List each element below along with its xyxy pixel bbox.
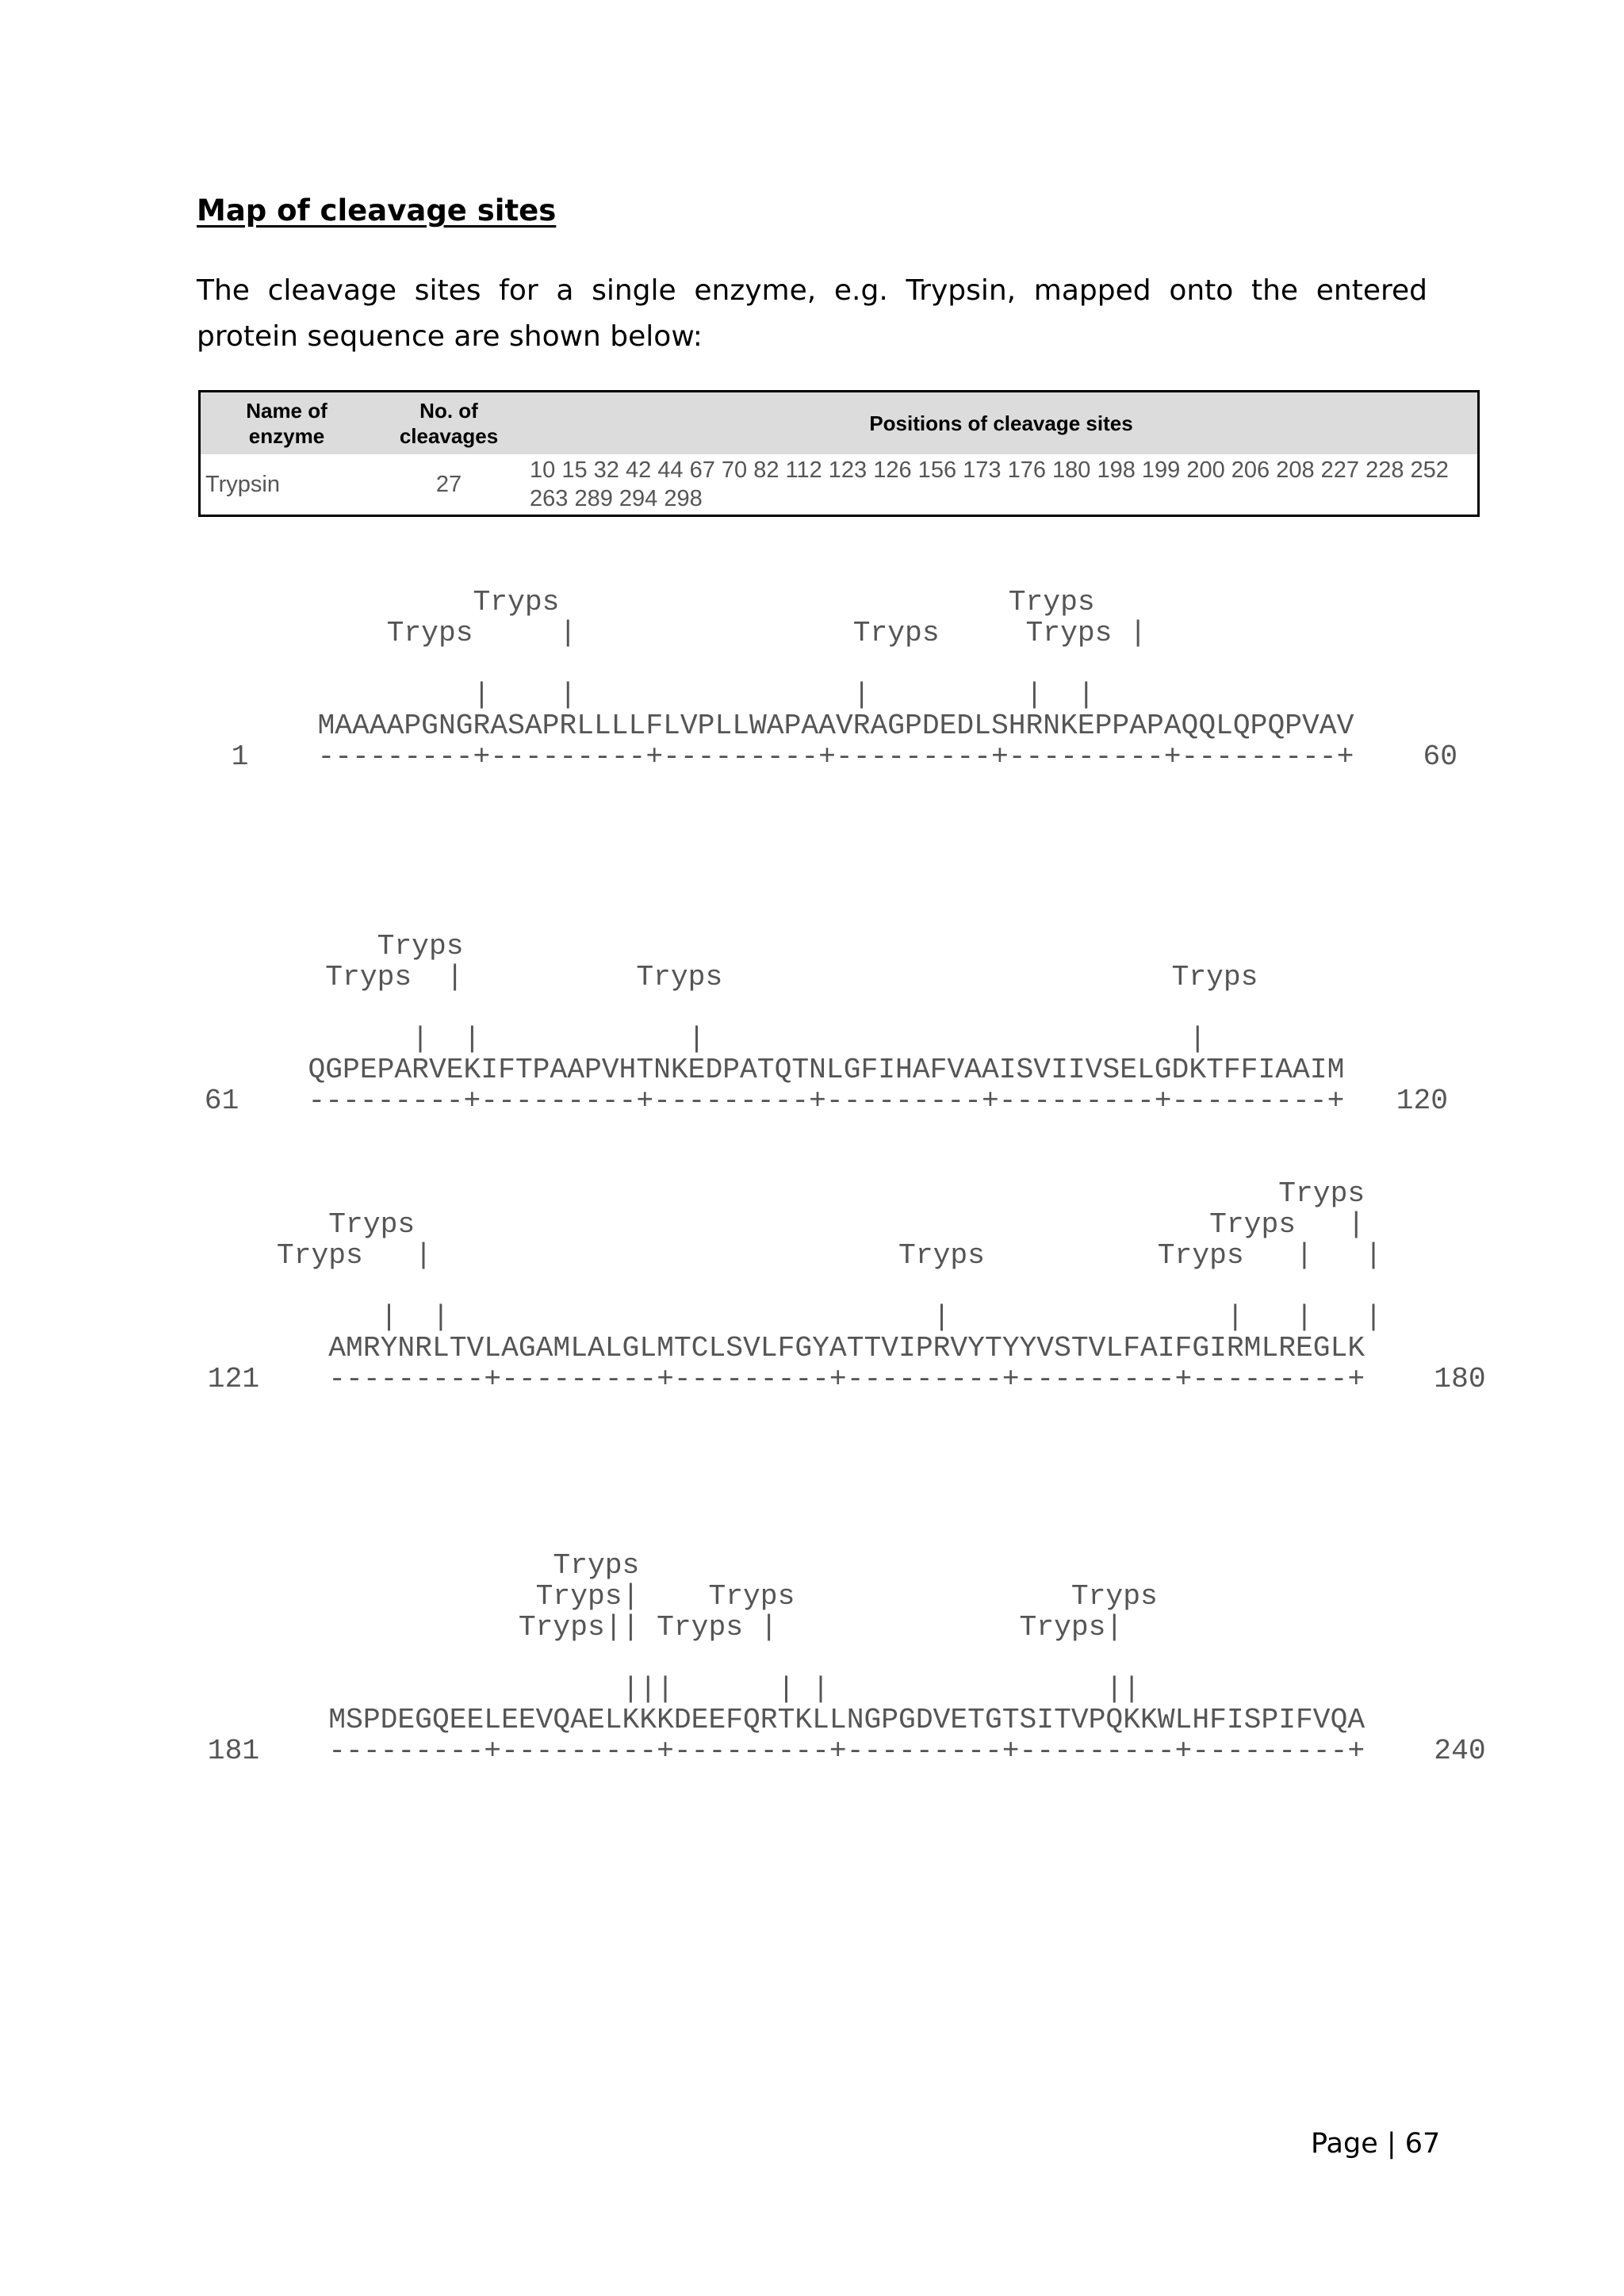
intro-paragraph: The cleavage sites for a single enzyme, e.g. Trypsin, mapped onto the entered protein sequence are shown below:	[197, 274, 1427, 353]
enzyme-link[interactable]: Trypsin	[205, 471, 280, 497]
page-number: Page | 67	[1311, 2128, 1441, 2160]
cleavage-table	[198, 390, 1480, 517]
header-no-of-cleavages: No. of cleavages	[373, 392, 525, 454]
table-header-row	[201, 392, 1477, 454]
table-row	[201, 454, 1477, 515]
header-name-of-enzyme: Name of enzyme	[201, 392, 373, 454]
sequence-block-4: Tryps Tryps| Tryps Tryps Tryps|| Tryps | Tryps| ||| | | || MSPDEGQEELEEVQAELKKKDEEFQRTKLLNGPGDVETGTSITVPQKKWLHFISPIFVQA 181 ---------+---------+---------+---------+---------+---------+ 240	[207, 1549, 1486, 1767]
sequence-block-2: Tryps Tryps | Tryps Tryps | | | | QGPEPARVEKIFTPAAPVHTNKEDPATQTNLGFIHAFVAAISVIIVSELGDKTFFIAAIM 61 ---------+---------+---------+---------+---------+---------+ 120	[204, 930, 1449, 1117]
section-heading: Map of cleavage sites	[197, 193, 557, 228]
sequence-block-1: Tryps Tryps Tryps | Tryps Tryps | | | | | | MAAAAPGNGRASAPRLLLLFLVPLLWAPAAVRAGPDEDLSHRNKEPPAPAQQLQPQPVAV 1 ---------+---------+---------+---------+---------+---------+ 60	[231, 586, 1458, 773]
cleavage-positions: 10 15 32 42 44 67 70 82 112 123 126 156 173 176 180 198 199 200 206 208 227 228 252 263 289 294 298	[530, 457, 1449, 511]
header-positions: Positions of cleavage sites	[525, 392, 1477, 454]
sequence-block-3: Tryps Tryps Tryps | Tryps | Tryps Tryps | | | | | | | | AMRYNRLTVLAGAMLALGLMTCLSVLFGYATTVIPRVYTYYVSTVLFAIFGIRMLREGLK 121 ---------+---------+---------+---------+---------+---------+ 180	[207, 1177, 1486, 1395]
cleavage-count: 27	[435, 471, 462, 497]
